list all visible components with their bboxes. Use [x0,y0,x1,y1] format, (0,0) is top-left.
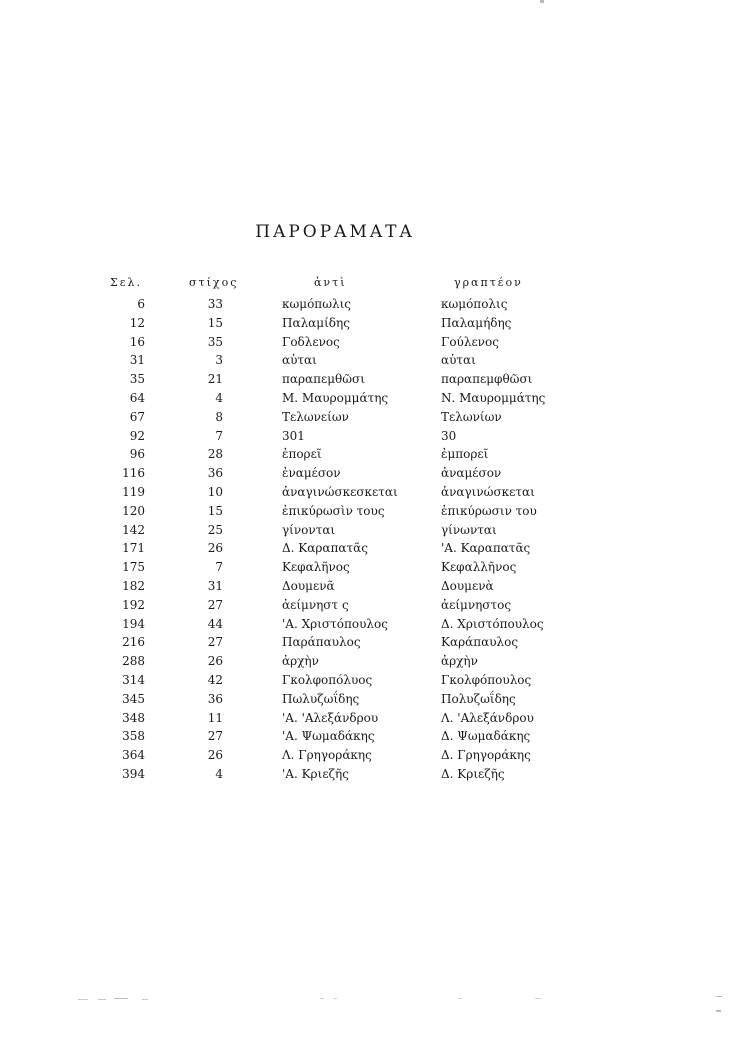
row-wrong: 'Α. Κριεζῆς [282,766,349,781]
row-right: παραπεμφθῶσι [441,372,533,387]
row-line: 35 [207,334,223,349]
row-page: 67 [129,409,145,424]
errata-row [0,447,744,466]
errata-row [0,692,744,711]
errata-row [0,560,744,579]
errata-row [0,391,744,410]
row-right: Δ. Γρηγοράκης [441,748,531,763]
errata-row [0,729,744,748]
row-wrong: ἀείμνηστ ς [282,597,349,612]
row-right: Γούλενος [441,334,499,349]
row-page: 194 [122,616,145,631]
row-line: 26 [207,654,223,669]
errata-row [0,748,744,767]
row-line: 27 [207,729,223,744]
row-right: ἐμπορεῖ [441,447,489,462]
row-right: 30 [441,428,457,443]
errata-row [0,541,744,560]
row-line: 42 [207,672,223,687]
row-page: 31 [129,353,145,368]
errata-row [0,316,744,335]
errata-row [0,617,744,636]
row-wrong: κωμόπωλις [282,297,352,311]
row-right: Δ. Κριεζῆς [441,766,505,781]
errata-row [0,673,744,692]
row-wrong: Δουμενᾶ [282,578,335,593]
row-page: 314 [122,672,145,687]
row-page: 16 [129,334,145,349]
row-right: Κεφαλλῆνος [441,560,517,575]
row-right: ἀείμνηστος [441,597,512,612]
errata-row [0,523,744,542]
row-page: 192 [122,597,145,612]
row-page: 348 [122,710,145,725]
row-right: Λ. 'Αλεξάνδρου [441,710,534,725]
row-line: 28 [207,447,223,462]
row-line: 27 [207,635,223,650]
row-page: 364 [122,748,145,763]
row-page: 116 [122,466,145,481]
errata-row [0,485,744,504]
row-wrong: Γοδλενος [282,334,340,349]
row-line: 27 [207,597,223,612]
header-line: στίχος [189,276,239,289]
errata-row [0,353,744,372]
row-wrong: ἐπορεῖ [282,447,322,462]
row-line: 26 [207,748,223,763]
row-page: 35 [129,372,145,387]
row-right: Ν. Μαυρομμάτης [441,390,546,405]
row-right: ἀρχὴν [441,654,478,669]
row-line: 8 [215,409,223,424]
row-page: 216 [122,635,145,650]
row-line: 26 [207,541,223,556]
row-page: 12 [129,315,145,330]
row-wrong: 'Α. Ψωμαδάκης [282,729,375,744]
row-wrong: Μ. Μαυρομμάτης [282,390,389,405]
row-page: 175 [122,560,145,575]
header-right: γραπτέον [454,276,523,289]
row-line: 11 [207,710,223,725]
row-right: ἀναγινώσκεται [441,484,535,499]
row-page: 358 [122,729,145,744]
page-title: ΠΑΡΟΡΑΜΑΤΑ [255,222,415,242]
errata-row [0,504,744,523]
row-page: 6 [137,297,145,311]
row-line: 31 [207,578,223,593]
row-wrong: 301 [282,428,305,443]
header-page: Σελ. [110,276,142,289]
errata-row [0,711,744,730]
errata-row [0,297,744,316]
row-right: Παλαμήδης [441,315,512,330]
row-wrong: ἀναγινώσκεσκεται [282,484,398,499]
row-wrong: Δ. Καραπατᾶς [282,541,368,556]
row-line: 4 [215,390,223,405]
row-right: ἀναμέσον [441,466,502,481]
row-page: 182 [122,578,145,593]
row-wrong: Παλαμίδης [282,315,350,330]
row-wrong: παραπεμθῶσι [282,372,365,387]
errata-table [0,276,744,786]
row-line: 36 [207,691,223,706]
row-right: Γκολφόπουλος [441,672,532,687]
row-line: 44 [207,616,223,631]
row-right: Δουμενὰ [441,578,494,593]
row-page: 120 [122,503,145,518]
errata-row [0,372,744,391]
row-line: 25 [207,522,223,537]
row-page: 171 [122,541,145,556]
row-right: αὐται [441,353,476,368]
row-wrong: αὐται [282,353,317,368]
row-right: γίνωνται [441,522,497,537]
row-line: 33 [207,297,223,311]
row-line: 15 [207,503,223,518]
row-wrong: ἐναμέσον [282,466,341,481]
row-right: Τελωνίων [441,409,502,424]
errata-row [0,335,744,354]
row-wrong: γίνονται [282,522,336,537]
errata-row [0,654,744,673]
row-wrong: 'Α. Χριστόπουλος [282,616,388,631]
row-page: 288 [122,654,145,669]
errata-row [0,466,744,485]
row-wrong: Κεφαλῆνος [282,560,350,575]
row-wrong: 'Α. 'Αλεξάνδρου [282,710,379,725]
row-wrong: ἀρχὴν [282,654,319,669]
errata-row [0,429,744,448]
row-wrong: ἐπικύρωσὶν τους [282,503,385,518]
row-line: 10 [207,484,223,499]
row-page: 64 [129,390,145,405]
row-right: 'Α. Καραπατᾶς [441,541,531,556]
row-page: 142 [122,522,145,537]
row-right: Πολυζωΐδης [441,691,516,706]
row-page: 92 [129,428,145,443]
row-line: 3 [215,353,223,368]
row-wrong: Πωλυζωΐδης [282,691,360,706]
errata-row [0,635,744,654]
row-wrong: Γκολφοπόλυος [282,672,373,687]
row-line: 7 [215,560,223,575]
row-right: Δ. Ψωμαδάκης [441,729,531,744]
row-page: 96 [129,447,145,462]
errata-header-row [0,276,744,296]
row-line: 7 [215,428,223,443]
errata-row [0,598,744,617]
row-right: ἐπικύρωσιν του [441,503,537,518]
row-line: 21 [207,372,223,387]
errata-row [0,410,744,429]
row-line: 36 [207,466,223,481]
row-line: 15 [207,315,223,330]
row-page: 345 [122,691,145,706]
row-wrong: Λ. Γρηγοράκης [282,748,372,763]
row-page: 394 [122,766,145,781]
row-wrong: Τελωνείων [282,409,349,424]
errata-row [0,767,744,786]
row-right: Καράπαυλος [441,635,519,650]
errata-row [0,579,744,598]
row-right: Δ. Χριστόπουλος [441,616,544,631]
row-right: κωμόπολις [441,297,508,311]
row-page: 119 [122,484,145,499]
row-wrong: Παράπαυλος [282,635,361,650]
row-line: 4 [215,766,223,781]
header-wrong: ἀντὶ [314,276,347,289]
